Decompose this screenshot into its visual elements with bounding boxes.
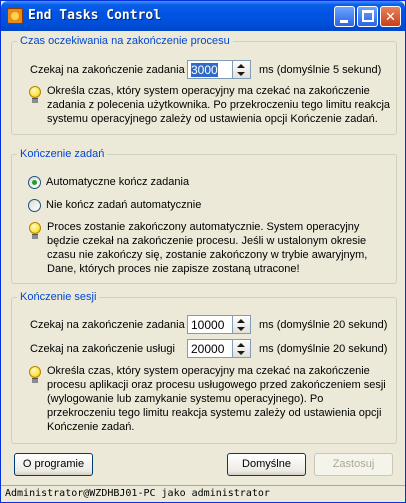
maximize-button[interactable] <box>357 6 378 27</box>
lightbulb-icon <box>28 222 42 240</box>
status-bar: Administrator@WZDHBJ01-PC jako administrator <box>1 485 405 502</box>
wait-task-input[interactable] <box>187 60 233 79</box>
session-info-text <box>47 364 386 434</box>
group-wait-title: Czas oczekiwania na zakończenie procesu <box>20 35 230 47</box>
defaults-button[interactable]: Domyślne <box>227 453 306 476</box>
info-line: (wylogowanie lub zamykanie systemu operacyjnego). Po <box>47 393 324 405</box>
info-line: zadania z polecenia użytkownika. Po przekroczeniu tego limitu reakcja <box>47 99 391 111</box>
session-service-input[interactable] <box>187 339 233 358</box>
about-button[interactable]: O programie <box>14 453 93 476</box>
info-line: będzie czekał na zakończenie procesu. Jeśli w ustalonym okresie <box>47 235 367 247</box>
session-service-unit: ms (domyślnie 20 sekund) <box>259 343 388 355</box>
group-session-title: Kończenie sesji <box>20 291 97 303</box>
wait-info-text <box>47 84 390 126</box>
lightbulb-icon <box>28 86 42 104</box>
info-line: Określa czas, który system operacyjny ma czekać na zakończenie <box>47 85 370 97</box>
radio-manual-end[interactable] <box>28 199 41 212</box>
info-line: Dane, których proces nie zapisze zostaną utracone! <box>47 263 300 275</box>
window-title: End Tasks Control <box>28 8 162 23</box>
session-task-input[interactable] <box>187 315 233 334</box>
wait-task-unit: ms (domyślnie 5 sekund) <box>259 64 382 76</box>
info-line: Określa czas, który system operacyjny ma czekać na zakończenie <box>47 365 370 377</box>
close-icon: ✕ <box>385 9 396 24</box>
wait-task-spinner[interactable] <box>233 60 251 79</box>
radio-auto-end[interactable] <box>28 176 41 189</box>
end-tasks-info-text <box>47 220 367 276</box>
minimize-button[interactable] <box>334 6 355 27</box>
wait-task-value: 3000 <box>191 63 218 77</box>
app-icon <box>7 8 23 24</box>
info-line: systemu operacyjnego zależy od ustawienia opcji Kończenie zadań. <box>47 113 378 125</box>
session-task-unit: ms (domyślnie 20 sekund) <box>259 319 388 331</box>
title-bar[interactable] <box>1 1 405 31</box>
wait-task-label: Czekaj na zakończenie zadania <box>30 64 185 76</box>
radio-auto-end-label[interactable]: Automatyczne kończ zadania <box>46 176 190 188</box>
info-line: Proces zostanie zakończony automatycznie. System operacyjny <box>47 221 360 233</box>
close-button[interactable] <box>380 6 401 27</box>
session-task-spinner[interactable] <box>233 315 251 334</box>
apply-button[interactable]: Zastosuj <box>314 453 393 476</box>
session-service-value: 20000 <box>191 342 225 356</box>
info-line: procesu aplikacji oraz procesu usługowego przed zakończeniem sesji <box>47 379 386 391</box>
maximize-icon <box>362 10 374 22</box>
info-line: Kończenie zadań. <box>47 421 135 433</box>
spinner-arrows-icon <box>234 341 249 357</box>
spinner-arrows-icon <box>234 62 249 78</box>
info-line: przekroczeniu tego limitu reakcja systemu zależy od ustawienia opcji <box>47 407 382 419</box>
spinner-arrows-icon <box>234 317 249 333</box>
minimize-icon <box>340 20 348 23</box>
session-service-spinner[interactable] <box>233 339 251 358</box>
session-service-label: Czekaj na zakończenie usługi <box>30 343 175 355</box>
lightbulb-icon <box>28 366 42 384</box>
session-task-label: Czekaj na zakończenie zadania <box>30 319 185 331</box>
session-task-value: 10000 <box>191 318 225 332</box>
info-line: czasu nie zakończy się, zostanie zakończony w trybie awaryjnym, <box>47 249 368 261</box>
radio-manual-end-label[interactable]: Nie kończ zadań automatycznie <box>46 199 202 211</box>
group-end-tasks-title: Kończenie zadań <box>20 148 105 160</box>
